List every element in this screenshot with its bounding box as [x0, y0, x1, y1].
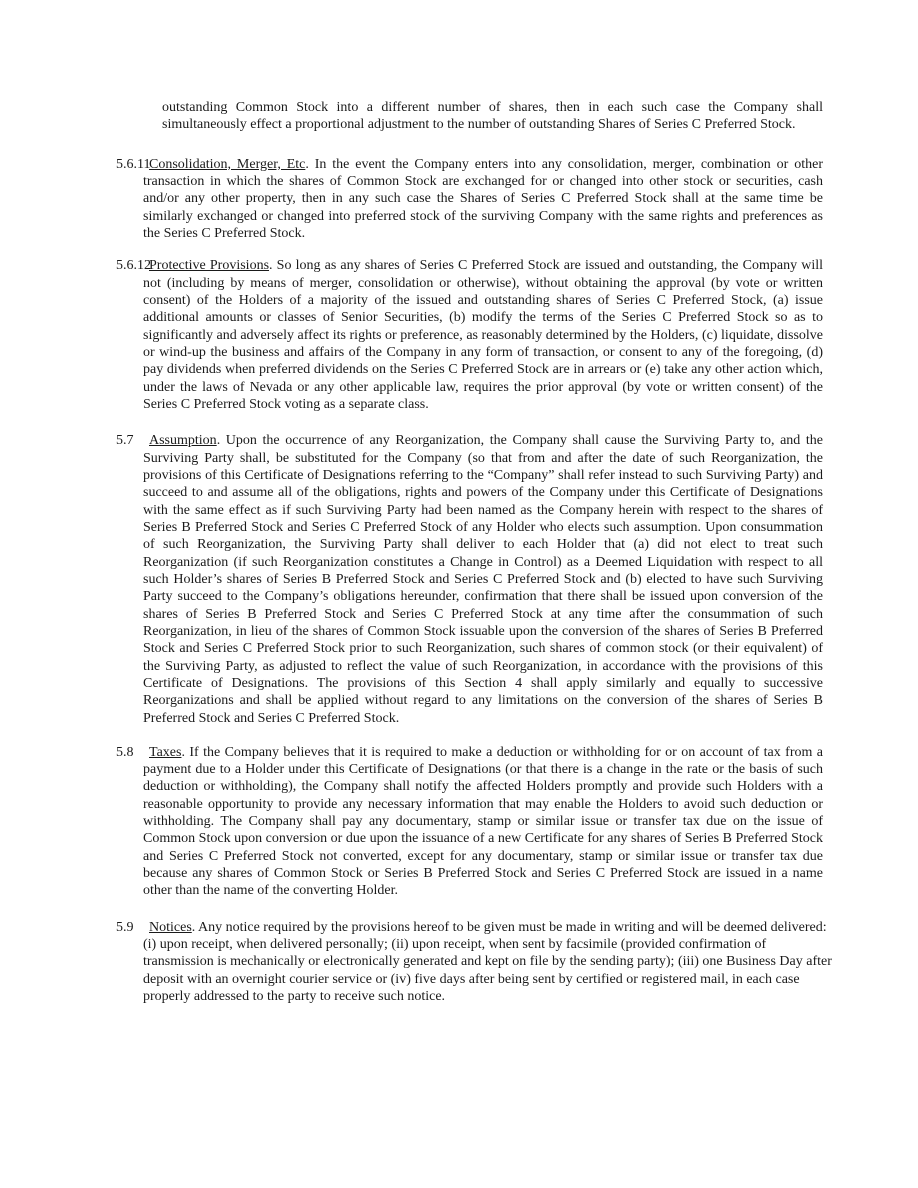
- paragraph-text: . In the event the Company enters into any consolidation, merger, combination or other transaction in which the shares of Common Stock are exchanged for or changed into other stock or securities, cash and/or any other property, then in any such case the Shares of Series C Preferred Stock shall at the same time be similarly exchanged or changed into preferred stock of the surviving Company with the same rights and preferences as the Series C Preferred Stock.: [143, 156, 823, 241]
- section-5-8: [116, 744, 823, 900]
- section-5-9: [116, 919, 833, 1006]
- section-number: 5.7: [116, 433, 134, 449]
- section-heading: Assumption: [149, 433, 217, 449]
- section-heading: Consolidation, Merger, Etc: [149, 156, 306, 172]
- section-heading: Taxes: [149, 744, 182, 760]
- section-heading: Notices: [149, 919, 192, 935]
- section-number: 5.9: [116, 919, 134, 935]
- paragraph-continuation: [162, 99, 823, 134]
- paragraph-text: . So long as any shares of Series C Preferred Stock are issued and outstanding, the Company will not (including by means of merger, consolidation or otherwise), without obtaining the approval (by vote or written consent) of the Holders of a majority of the issued and outstanding shares of Series C Preferred Stock, (a) issue additional amounts or classes of Senior Securities, (b) modify the terms of the Series C Preferred Stock so as to significantly and adversely affect its rights or preference, as reasonably determined by the Holders, (c) liquidate, dissolve or wind-up the business and affairs of the Company in any form of transaction, or consent to any of the foregoing, (d) pay dividends when preferred dividends on the Series C Preferred Stock are in arrears or (e) take any other action which, under the laws of Nevada or any other applicable law, requires the prior approval (by vote or written consent) of the Series C Preferred Stock voting as a separate class.: [143, 258, 823, 412]
- section-5-6-12: [116, 257, 823, 413]
- paragraph-text: . If the Company believes that it is required to make a deduction or withholding for or on account of tax from a payment due to a Holder under this Certificate of Designations (or that there is a change in the rate or the basis of such deduction or withholding), the Company shall notify the affected Holders promptly and provide such Holders with a reasonable opportunity to provide any necessary information that may enable the Holders to avoid such deduction or withholding. The Company shall pay any documentary, stamp or similar issue or transfer tax due on the issue of Common Stock upon conversion or due upon the issuance of a new Certificate for any shares of Series B Preferred Stock and Series C Preferred Stock not converted, except for any documentary, stamp or similar issue or transfer tax due because any shares of Common Stock or Series B Preferred Stock and Series C Preferred Stock are issued in a name other than the name of the converting Holder.: [143, 744, 823, 899]
- section-5-7: [116, 432, 823, 727]
- paragraph-text: . Upon the occurrence of any Reorganization, the Company shall cause the Surviving Party to, and the Surviving Party shall, be substituted for the Company (so that from and after the date of such Reorganization, the provisions of this Certificate of Designations referring to the “Company” shall refer instead to such Surviving Party) and succeed to and assume all of the obligations, rights and powers of the Company under this Certificate of Designations with the same effect as if such Surviving Party had been named as the Company herein with respect to the shares of Series B Preferred Stock and Series C Preferred Stock of any Holder who elects such assumption. Upon consummation of such Reorganization, the Surviving Party shall deliver to each Holder that (a) did not elect to treat such Reorganization (if such Reorganization constitutes a Change in Control) as a Deemed Liquidation with respect to all such Holder’s shares of Series B Preferred Stock and Series C Preferred Stock and (b) elected to have such Surviving Party succeed to the Company’s obligations hereunder, confirmation that there shall be issued upon conversion of the shares of Series B Preferred Stock and Series C Preferred Stock at any time after the consummation of such Reorganization, in lieu of the shares of Common Stock issuable upon the conversion of the shares of Series B Preferred Stock and Series C Preferred Stock prior to such Reorganization, such shares of common stock (or their equivalent) of the Surviving Party, as adjusted to reflect the value of such Reorganization, in accordance with the provisions of this Certificate of Designations. The provisions of this Section 4 shall apply similarly and equally to successive Reorganizations and shall be applied without regard to any limitations on the conversion of the shares of Series B Preferred Stock and Series C Preferred Stock.: [143, 433, 823, 726]
- paragraph-text: outstanding Common Stock into a different number of shares, then in each such case the Company shall simultaneously effect a proportional adjustment to the number of outstanding Shares of Series C Preferred Stock.: [162, 100, 823, 133]
- section-number: 5.6.11: [116, 156, 151, 172]
- section-5-6-11: [116, 156, 823, 243]
- section-number: 5.8: [116, 744, 134, 760]
- section-number: 5.6.12: [116, 258, 151, 274]
- section-heading: Protective Provisions: [149, 258, 270, 274]
- paragraph-text: . Any notice required by the provisions hereof to be given must be made in writing and will be deemed delivered: (i) upon receipt, when delivered personally; (ii) upon receipt, when sent by facsimile (provided confirmation of transmission is mechanically or electronically generated and kept on file by the sending party); (iii) one Business Day after deposit with an overnight courier service or (iv) five days after being sent by certified or registered mail, in each case properly addressed to the party to receive such notice.: [143, 919, 832, 1005]
